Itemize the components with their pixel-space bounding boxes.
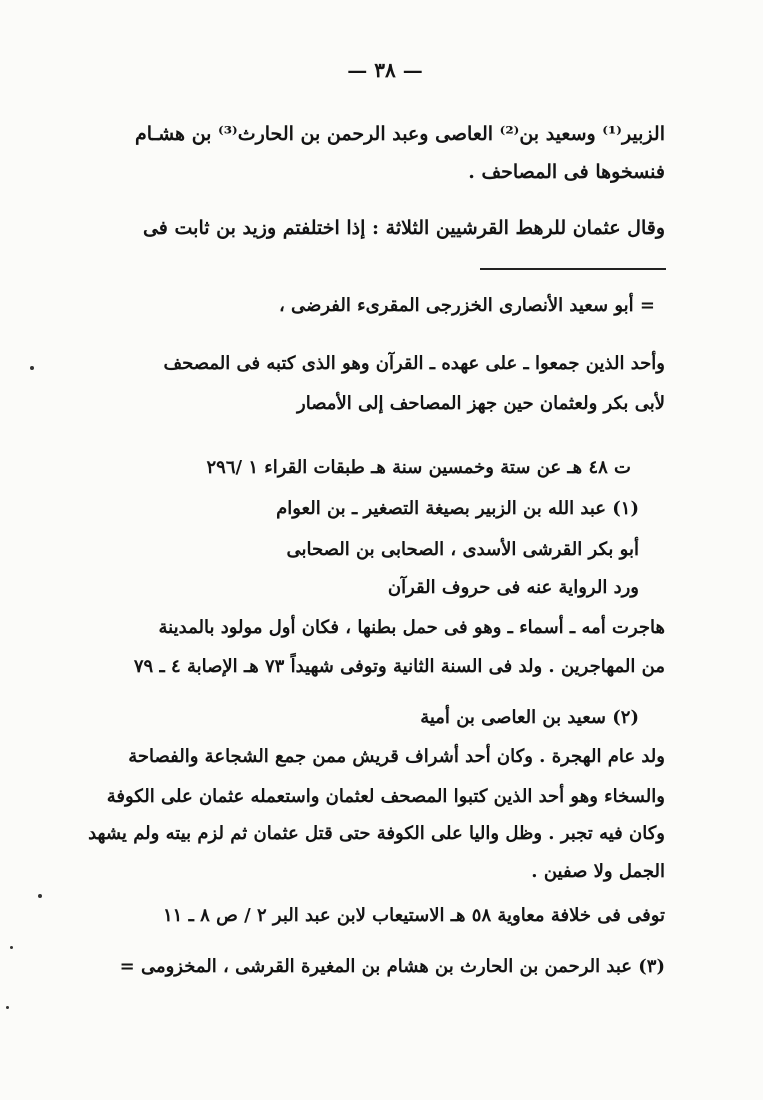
scan-speck bbox=[38, 894, 42, 898]
footnote-2-heading: (٢) سعيد بن العاصى بن أمية bbox=[420, 707, 639, 728]
footnote-line: أبو بكر القرشى الأسدى ، الصحابى بن الصحابى bbox=[286, 539, 639, 560]
footnote-separator bbox=[480, 268, 666, 270]
footnote-1-heading: (١) عبد الله بن الزبير بصيغة التصغير ـ بن العوام bbox=[276, 498, 639, 519]
footnote-line: والسخاء وهو أحد الذين كتبوا المصحف لعثمان واستعمله عثمان على الكوفة bbox=[106, 786, 665, 807]
main-text-line-3: وقال عثمان للرهط القرشيين الثلاثة : إذا اختلفتم وزيد بن ثابت فى bbox=[142, 217, 665, 239]
footnote-3-heading: (٣) عبد الرحمن بن الحارث بن هشام بن المغيرة القرشى ، المخزومى = bbox=[119, 956, 665, 977]
page-number: — ٣٨ — bbox=[347, 58, 423, 82]
footnote-line: من المهاجرين . ولد فى السنة الثانية وتوفى شهيداً ٧٣ هـ الإصابة ٤ ـ ٧٩ bbox=[133, 656, 665, 677]
main-text-line-2: فنسخوها فى المصاحف . bbox=[468, 161, 665, 183]
scan-speck bbox=[10, 946, 13, 949]
footnote-line: وأحد الذين جمعوا ـ على عهده ـ القرآن وهو الذى كتبه فى المصحف bbox=[163, 353, 665, 374]
footnote-line: وكان فيه تجبر . وظل واليا على الكوفة حتى قتل عثمان ثم لزم بيته ولم يشهد bbox=[88, 823, 665, 844]
footnote-line: ورد الرواية عنه فى حروف القرآن bbox=[387, 577, 639, 598]
main-text-line-1: الزبير⁽¹⁾ وسعيد بن⁽²⁾ العاصى وعبد الرحمن بن الحارث⁽³⁾ بن هشـام bbox=[134, 123, 665, 145]
footnote-line: توفى فى خلافة معاوية ٥٨ هـ الاستيعاب لابن عبد البر ٢ / ص ٨ ـ ١١ bbox=[163, 905, 665, 926]
footnote-line: هاجرت أمه ـ أسماء ـ وهو فى حمل بطنها ، فكان أول مولود بالمدينة bbox=[158, 617, 665, 638]
footnote-line: لأبى بكر ولعثمان حين جهز المصاحف إلى الأمصار bbox=[297, 393, 665, 414]
scan-speck bbox=[6, 1006, 9, 1009]
scan-speck bbox=[30, 366, 34, 370]
footnote-line: الجمل ولا صفين . bbox=[531, 861, 665, 882]
footnote-continuation: = أبو سعيد الأنصارى الخزرجى المقرىء الفرضى ، bbox=[278, 295, 655, 316]
footnote-line: ولد عام الهجرة . وكان أحد أشراف قريش ممن جمع الشجاعة والفصاحة bbox=[128, 746, 665, 767]
footnote-line: ت ٤٨ هـ عن ستة وخمسين سنة هـ طبقات القراء ١ /٢٩٦ bbox=[206, 457, 631, 478]
